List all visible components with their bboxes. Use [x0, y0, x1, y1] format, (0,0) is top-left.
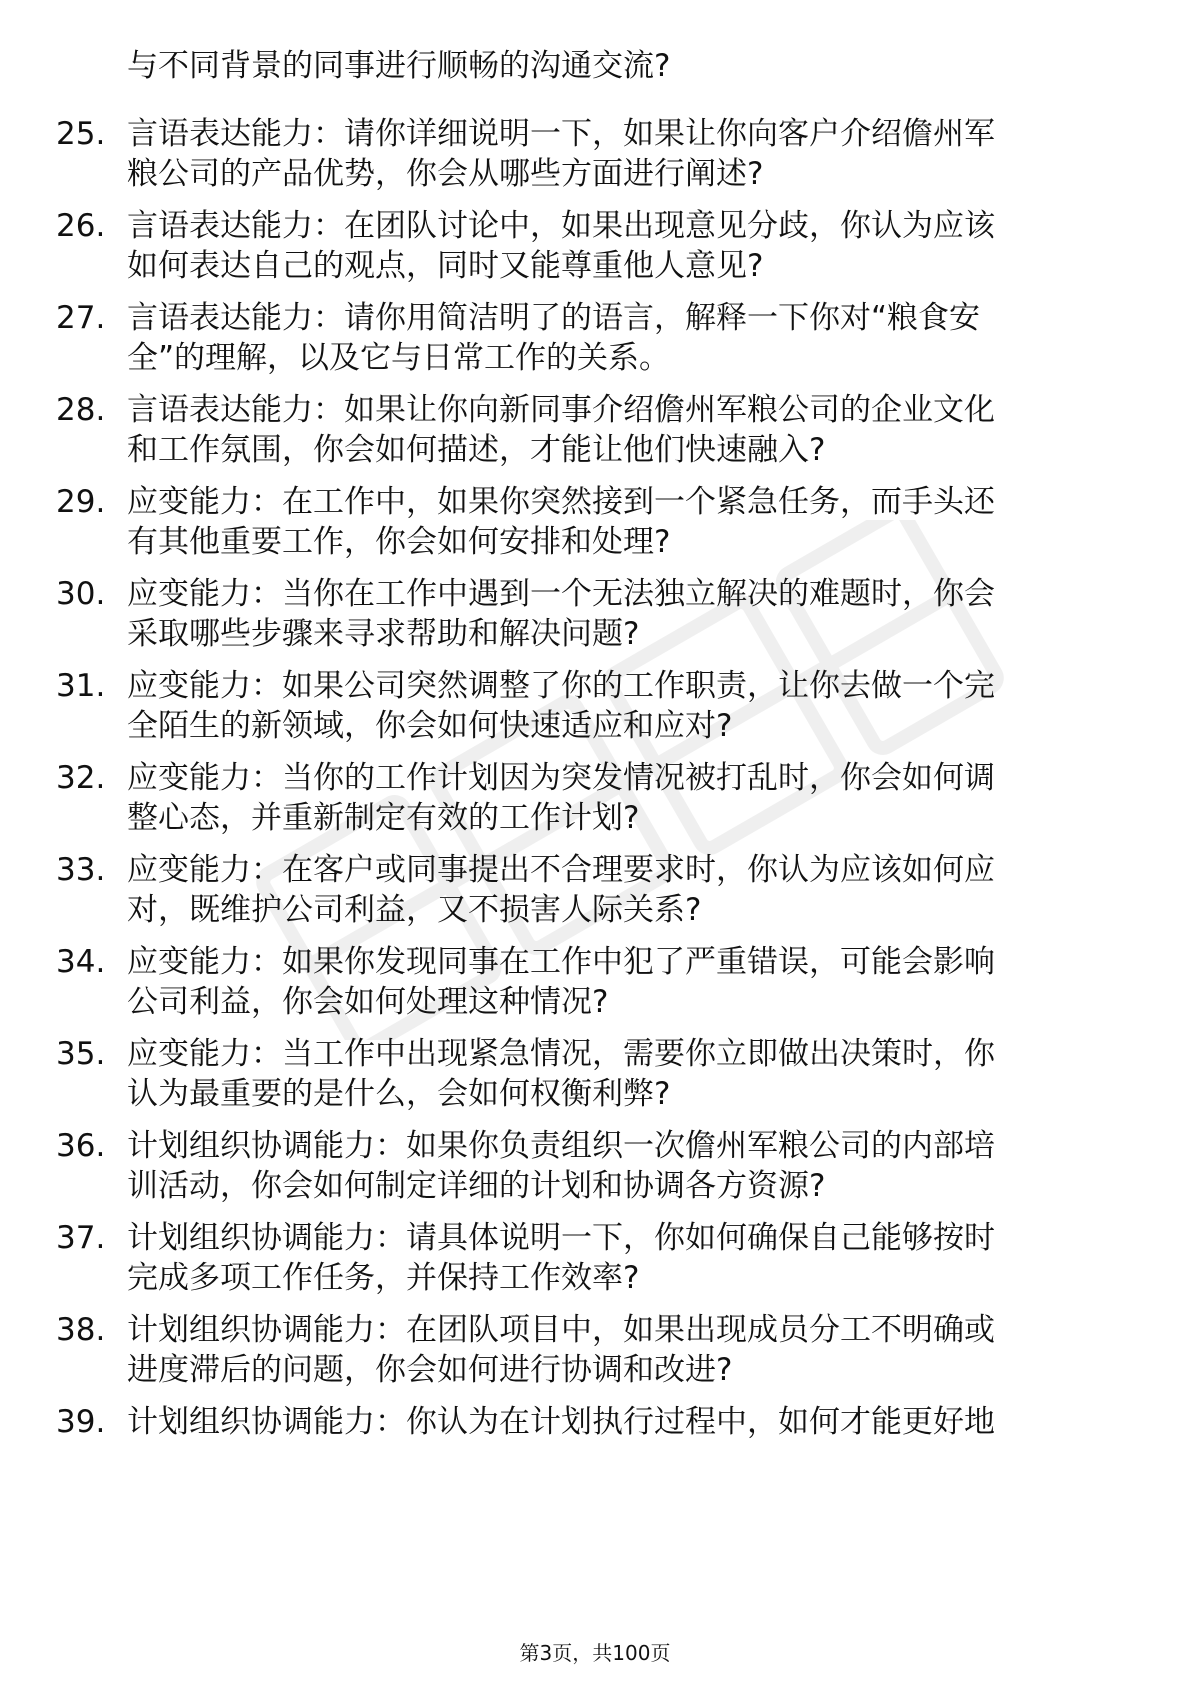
question-list — [0, 114, 1190, 1494]
question-number: 35. — [56, 1036, 106, 1072]
question-text — [127, 758, 1117, 838]
question-text-line: 言语表达能力：如果让你向新同事介绍儋州军粮公司的企业文化 — [127, 392, 995, 428]
question-text-line: 言语表达能力：在团队讨论中，如果出现意见分歧，你认为应该 — [127, 208, 995, 244]
question-text — [127, 206, 1117, 286]
question-text-line: 全陌生的新领域，你会如何快速适应和应对? — [127, 708, 733, 744]
question-number: 33. — [56, 852, 106, 888]
question-text-line: 公司利益，你会如何处理这种情况? — [127, 984, 609, 1020]
question-text-line: 应变能力：在客户或同事提出不合理要求时，你认为应该如何应 — [127, 852, 995, 888]
question-item — [0, 942, 1190, 1034]
question-text-line: 言语表达能力：请你用简洁明了的语言，解释一下你对“粮食安 — [127, 300, 981, 336]
question-text — [127, 1402, 1117, 1442]
question-number: 27. — [56, 300, 106, 336]
question-text — [127, 1218, 1117, 1298]
question-text-line: 训活动，你会如何制定详细的计划和协调各方资源? — [127, 1168, 826, 1204]
question-text-line: 应变能力：当你在工作中遇到一个无法独立解决的难题时，你会 — [127, 576, 995, 612]
question-number: 34. — [56, 944, 106, 980]
question-text — [127, 114, 1117, 194]
question-text — [127, 298, 1117, 378]
question-text-line: 整心态，并重新制定有效的工作计划? — [127, 800, 640, 836]
question-item — [0, 1218, 1190, 1310]
question-text — [127, 574, 1117, 654]
continued-question-text: 与不同背景的同事进行顺畅的沟通交流? — [127, 48, 671, 84]
question-text-line: 全”的理解，以及它与日常工作的关系。 — [127, 340, 671, 376]
question-item — [0, 850, 1190, 942]
question-text-line: 和工作氛围，你会如何描述，才能让他们快速融入? — [127, 432, 826, 468]
question-item — [0, 390, 1190, 482]
question-text-line: 应变能力：在工作中，如果你突然接到一个紧急任务，而手头还 — [127, 484, 995, 520]
question-item — [0, 574, 1190, 666]
question-number: 31. — [56, 668, 106, 704]
question-text — [127, 1310, 1117, 1390]
question-text-line: 应变能力：如果你发现同事在工作中犯了严重错误，可能会影响 — [127, 944, 995, 980]
question-item — [0, 758, 1190, 850]
question-number: 29. — [56, 484, 106, 520]
question-text-line: 计划组织协调能力：在团队项目中，如果出现成员分工不明确或 — [127, 1312, 995, 1348]
question-text-line: 应变能力：当工作中出现紧急情况，需要你立即做出决策时，你 — [127, 1036, 995, 1072]
question-text-line: 粮公司的产品优势，你会从哪些方面进行阐述? — [127, 156, 764, 192]
question-text-line: 应变能力：当你的工作计划因为突发情况被打乱时，你会如何调 — [127, 760, 995, 796]
question-text-line: 如何表达自己的观点，同时又能尊重他人意见? — [127, 248, 764, 284]
question-number: 32. — [56, 760, 106, 796]
question-text-line: 完成多项工作任务，并保持工作效率? — [127, 1260, 640, 1296]
question-text-line: 应变能力：如果公司突然调整了你的工作职责，让你去做一个完 — [127, 668, 995, 704]
question-text-line: 计划组织协调能力：你认为在计划执行过程中，如何才能更好地 — [127, 1404, 995, 1440]
question-number: 30. — [56, 576, 106, 612]
question-item — [0, 206, 1190, 298]
question-item — [0, 1034, 1190, 1126]
question-item — [0, 482, 1190, 574]
question-number: 26. — [56, 208, 106, 244]
question-item — [0, 666, 1190, 758]
question-number: 28. — [56, 392, 106, 428]
question-item — [0, 1402, 1190, 1494]
question-text — [127, 390, 1117, 470]
question-text — [127, 850, 1117, 930]
question-text-line: 认为最重要的是什么，会如何权衡利弊? — [127, 1076, 671, 1112]
question-text — [127, 1034, 1117, 1114]
question-text-line: 采取哪些步骤来寻求帮助和解决问题? — [127, 616, 640, 652]
question-number: 25. — [56, 116, 106, 152]
question-text — [127, 666, 1117, 746]
question-text-line: 进度滞后的问题，你会如何进行协调和改进? — [127, 1352, 733, 1388]
question-text-line: 计划组织协调能力：请具体说明一下，你如何确保自己能够按时 — [127, 1220, 995, 1256]
question-item — [0, 1310, 1190, 1402]
question-number: 38. — [56, 1312, 106, 1348]
question-number: 36. — [56, 1128, 106, 1164]
question-text — [127, 1126, 1117, 1206]
question-text-line: 对，既维护公司利益，又不损害人际关系? — [127, 892, 702, 928]
question-item — [0, 298, 1190, 390]
question-text — [127, 942, 1117, 1022]
question-item — [0, 1126, 1190, 1218]
question-text-line: 计划组织协调能力：如果你负责组织一次儋州军粮公司的内部培 — [127, 1128, 995, 1164]
question-item — [0, 114, 1190, 206]
question-text — [127, 482, 1117, 562]
page-number-footer: 第3页，共100页 — [519, 1641, 671, 1665]
question-number: 37. — [56, 1220, 106, 1256]
question-text-line: 有其他重要工作，你会如何安排和处理? — [127, 524, 671, 560]
question-text-line: 言语表达能力：请你详细说明一下，如果让你向客户介绍儋州军 — [127, 116, 995, 152]
question-number: 39. — [56, 1404, 106, 1440]
